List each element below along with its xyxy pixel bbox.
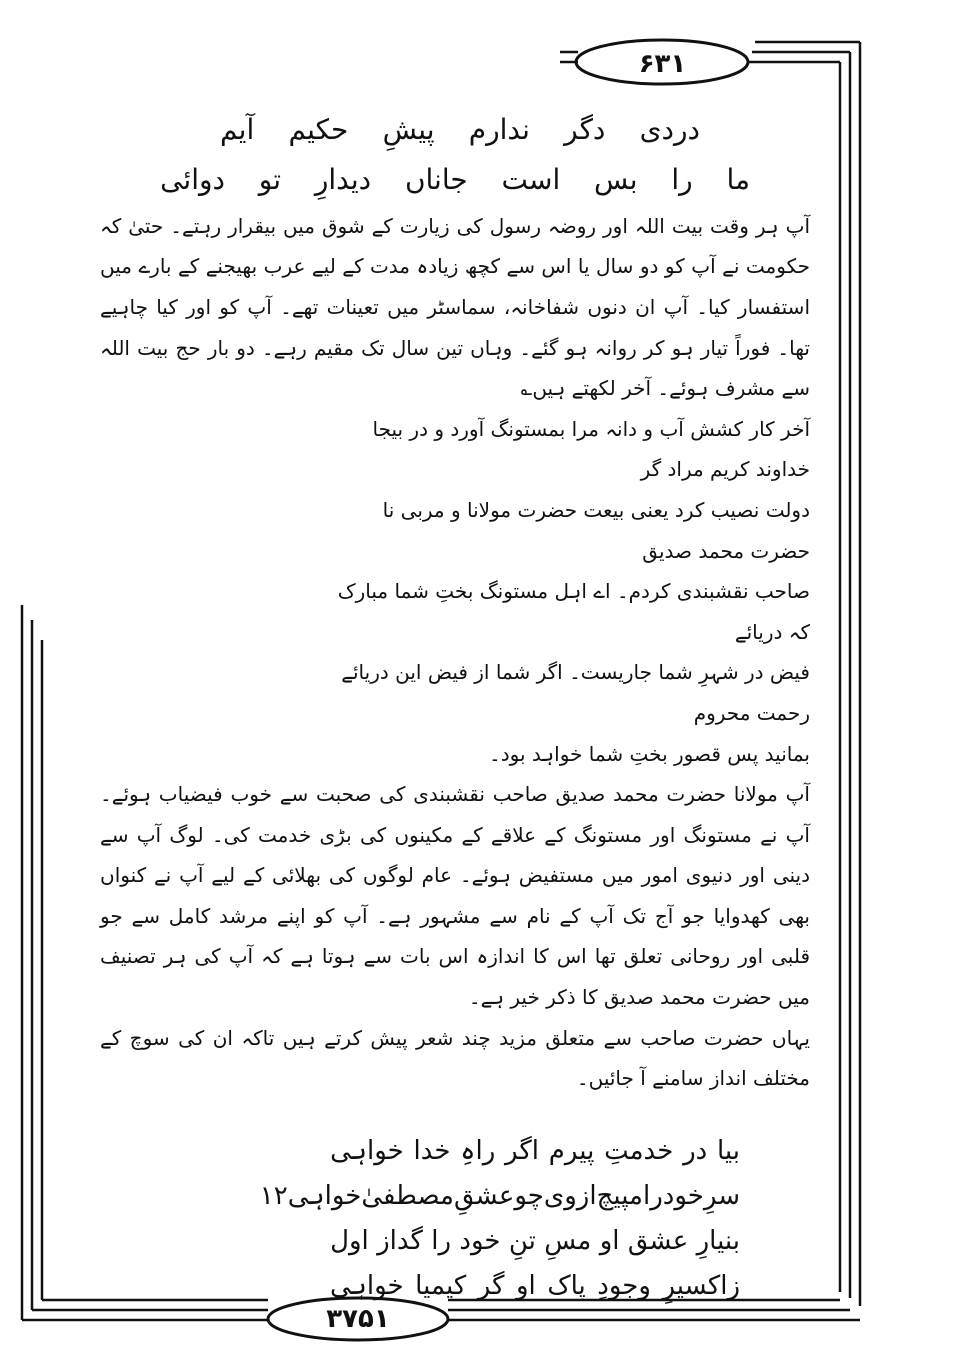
page-content [100, 105, 810, 1309]
opening-verse [100, 105, 810, 206]
verse-word: را [431, 1225, 452, 1256]
verse-word: گداز [377, 1225, 423, 1256]
verse-word: بیا [716, 1135, 740, 1166]
paragraph-1: آپ ہر وقت بیت اللہ اور روضہ رسول کی زیارت کے شوق میں بیقرار رہتے۔ حتیٰ کہ حکومت نے آپ کو دو سال یا اس سے کچھ زیادہ مدت کے لیے عرب بھیجنے کے بارے میں استفسار کیا۔ آپ ان دنوں شفاخانہ، سماسٹر میں تعینات تھے۔ آپ کو اور کیا چاہیے تھا۔ فوراً تیار ہو کر روانہ ہو گئے۔ وہاں تین سال تک مقیم رہے۔ دو بار حج بیت اللہ سے مشرف ہوئے۔ آخر لکھتے ہیں؎ [100, 213, 810, 401]
verse-word: را [642, 1180, 663, 1211]
verse-word: را [671, 163, 693, 197]
verse-word: گر [477, 1270, 505, 1301]
verse-word: از [576, 1180, 597, 1211]
verse-word: خود [459, 1225, 501, 1256]
verse-word: زاکسیرِ [662, 1270, 740, 1301]
verse-word: مپیچ [596, 1180, 643, 1211]
verse-word: حکیم [288, 113, 349, 146]
verse-word: بنیارِ [696, 1225, 740, 1256]
verse-word: بس [594, 163, 638, 197]
verse-word: خدمتِ [604, 1135, 674, 1166]
quote-line: فیض در شہرِ شما جاریست۔ اگر شما از فیض این دریائے رحمت محروم [341, 660, 810, 725]
page-number-top: ۶۳۱ [638, 49, 687, 79]
poem-line-2 [259, 1174, 740, 1219]
page-number-bottom: ۳۷۵۱ [326, 1304, 390, 1334]
verse-word: عشقِ [453, 1180, 515, 1211]
verse-word: اگر [505, 1135, 539, 1166]
verse-line-2 [160, 155, 750, 205]
verse-word: پاک [547, 1270, 586, 1301]
verse-word: سرِ [703, 1180, 740, 1211]
closing-poem [100, 1129, 810, 1309]
quote-line: دولت نصیب کرد یعنی بیعت حضرت مولانا و مربی نا حضرت محمد صدیق [382, 497, 810, 563]
paragraph-2: آپ مولانا حضرت محمد صدیق صاحب نقشبندی کی صحبت سے خوب فیضیاب ہوئے۔ آپ نے مستونگ اور مستونگ کے علاقے کے مکینوں کی بڑی خدمت کی۔ لوگ آپ سے دینی اور دنیوی امور میں مستفیض ہوئے۔ عام لوگوں کی بھلائی کے لیے آپ نے کنواں بھی کھدوایا جو آج تک آپ کے نام سے مشہور ہے۔ آپ کو اپنے مرشد کامل سے جو قلبی اور روحانی تعلق تھا اس کا اندازہ اس بات سے ہوتا ہے کہ آپ کی ہر تصنیف میں حضرت محمد صدیق کا ذکر خیر ہے۔ [100, 782, 810, 1010]
verse-word: دوائی [160, 163, 225, 197]
verse-word: پیرم [548, 1135, 595, 1166]
verse-word: مسِ [544, 1225, 592, 1256]
verse-word: آیم [220, 113, 255, 146]
verse-word: چو [514, 1180, 544, 1211]
verse-word: تنِ [508, 1225, 536, 1256]
verse-word: وی [543, 1180, 577, 1211]
quote-line: صاحب نقشبندی کردم۔ اے اہل مستونگ بختِ شما مبارک کہ دریائے [337, 579, 810, 644]
verse-word: جاناں [404, 163, 468, 197]
verse-word: خود [662, 1180, 704, 1211]
poem-line-4 [330, 1264, 740, 1309]
verse-line-1 [220, 105, 700, 155]
verse-word: تو [258, 163, 282, 197]
verse-word: خدا [413, 1135, 451, 1166]
poem-line-1 [330, 1129, 740, 1174]
verse-word: ما [726, 163, 750, 197]
verse-word: وجودِ [597, 1270, 651, 1301]
poem-line-3 [330, 1219, 740, 1264]
persian-quote [100, 409, 810, 774]
verse-word: است [501, 163, 561, 197]
verse-word: اول [330, 1225, 369, 1256]
verse-word: کیمیا [415, 1270, 467, 1301]
verse-word: ندارم [468, 113, 530, 146]
verse-word: او [516, 1270, 536, 1301]
verse-word: خواہی [330, 1135, 404, 1166]
verse-word: راہِ [460, 1135, 496, 1166]
verse-word: دیدارِ [314, 163, 372, 197]
quote-line: آخر کار کشش آب و دانہ مرا بمستونگ آورد و در بیجا خداوند کریم مراد گر [372, 416, 810, 482]
verse-word: خواہی۱۲ [259, 1180, 362, 1211]
verse-word: او [599, 1225, 620, 1256]
verse-word: خواہی [330, 1270, 404, 1301]
verse-word: در [683, 1135, 708, 1166]
verse-word: مصطفیٰ [361, 1180, 454, 1211]
verse-word: دردی [639, 113, 700, 146]
verse-word: دگر [564, 113, 606, 146]
quote-line: بمانید پس قصور بختِ شما خواہد بود۔ [489, 741, 810, 766]
verse-word: پیشِ [382, 113, 435, 146]
verse-word: عشق [627, 1225, 689, 1256]
paragraph-3: یہاں حضرت صاحب سے متعلق مزید چند شعر پیش کرتے ہیں تاکہ ان کی سوچ کے مختلف انداز سامنے آ جائیں۔ [100, 1025, 810, 1091]
